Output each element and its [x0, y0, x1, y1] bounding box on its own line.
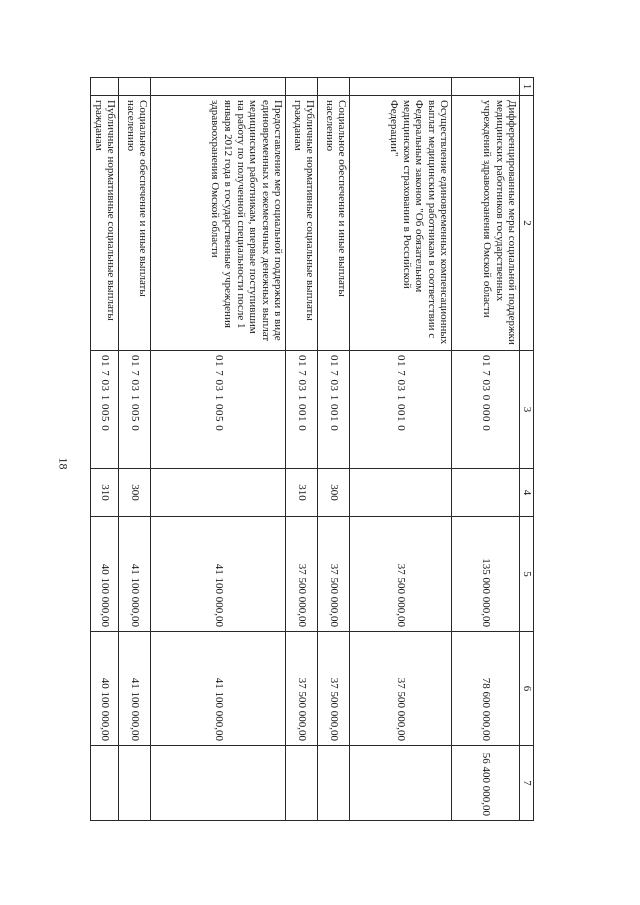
row-type	[350, 469, 452, 517]
table-row	[119, 78, 151, 821]
header-col-5: 5	[520, 517, 534, 632]
row-index-cell	[91, 78, 119, 96]
row-code: 01 7 03 0 000 0	[452, 351, 520, 469]
row-index-cell	[318, 78, 350, 96]
row-type	[151, 469, 286, 517]
row-code: 01 7 03 1 005 0	[151, 351, 286, 469]
row-index-cell	[452, 78, 520, 96]
row-value-6: 78 600 000,00	[452, 632, 520, 746]
row-value-7	[286, 746, 318, 821]
row-index-cell	[119, 78, 151, 96]
table-row	[318, 78, 350, 821]
row-value-5: 135 000 000,00	[452, 517, 520, 632]
header-col-2: 2	[520, 96, 534, 351]
budget-table	[90, 77, 534, 821]
row-name: Предоставление мер социальной поддержки в виде единовременных и ежемесячных денежных выплат медицинским работникам, впервые поступившим на работу по полученной специальности после 1 января 2012 года в государственные учреждения здравоохранения Омской области	[151, 96, 286, 351]
budget-table-rotated	[91, 77, 534, 820]
row-name: Публичные нормативные социальные выплаты гражданам	[91, 96, 119, 351]
header-col-1: 1	[520, 78, 534, 96]
row-name: Социальное обеспечение и иные выплаты населению	[119, 96, 151, 351]
header-col-7: 7	[520, 746, 534, 821]
row-type	[452, 469, 520, 517]
row-value-5: 41 100 000,00	[151, 517, 286, 632]
row-value-7	[318, 746, 350, 821]
row-type: 300	[318, 469, 350, 517]
row-index-cell	[151, 78, 286, 96]
row-code: 01 7 03 1 005 0	[91, 351, 119, 469]
row-index-cell	[286, 78, 318, 96]
row-name: Дифференцированные меры социальной поддержки медицинских работников государственных учреждений здравоохранения Омской области	[452, 96, 520, 351]
table-row	[286, 78, 318, 821]
row-value-5: 37 500 000,00	[286, 517, 318, 632]
row-value-5: 37 500 000,00	[350, 517, 452, 632]
row-value-7	[91, 746, 119, 821]
row-type: 310	[91, 469, 119, 517]
header-row	[520, 78, 534, 821]
row-value-7	[350, 746, 452, 821]
table-row	[452, 78, 520, 821]
row-code: 01 7 03 1 005 0	[119, 351, 151, 469]
row-value-7: 56 400 000,00	[452, 746, 520, 821]
row-code: 01 7 03 1 001 0	[350, 351, 452, 469]
row-value-5: 37 500 000,00	[318, 517, 350, 632]
row-type: 300	[119, 469, 151, 517]
header-col-3: 3	[520, 351, 534, 469]
row-value-5: 41 100 000,00	[119, 517, 151, 632]
table-row	[350, 78, 452, 821]
row-name: Осуществление единовременных компенсационных выплат медицинским работникам в соответствии с Федеральным законом "Об обязательном медицинском страховании в Российской Федерации"	[350, 96, 452, 351]
row-code: 01 7 03 1 001 0	[318, 351, 350, 469]
row-value-6: 37 500 000,00	[286, 632, 318, 746]
row-index-cell	[350, 78, 452, 96]
header-col-6: 6	[520, 632, 534, 746]
row-value-6: 37 500 000,00	[350, 632, 452, 746]
page-number: 18	[56, 457, 71, 470]
row-code: 01 7 03 1 001 0	[286, 351, 318, 469]
row-type: 310	[286, 469, 318, 517]
row-value-7	[151, 746, 286, 821]
row-value-7	[119, 746, 151, 821]
table-row	[91, 78, 119, 821]
row-value-6: 40 100 000,00	[91, 632, 119, 746]
row-value-6: 37 500 000,00	[318, 632, 350, 746]
row-value-6: 41 100 000,00	[119, 632, 151, 746]
header-col-4: 4	[520, 469, 534, 517]
row-value-5: 40 100 000,00	[91, 517, 119, 632]
row-name: Публичные нормативные социальные выплаты гражданам	[286, 96, 318, 351]
row-value-6: 41 100 000,00	[151, 632, 286, 746]
row-name: Социальное обеспечение и иные выплаты населению	[318, 96, 350, 351]
table-row	[151, 78, 286, 821]
